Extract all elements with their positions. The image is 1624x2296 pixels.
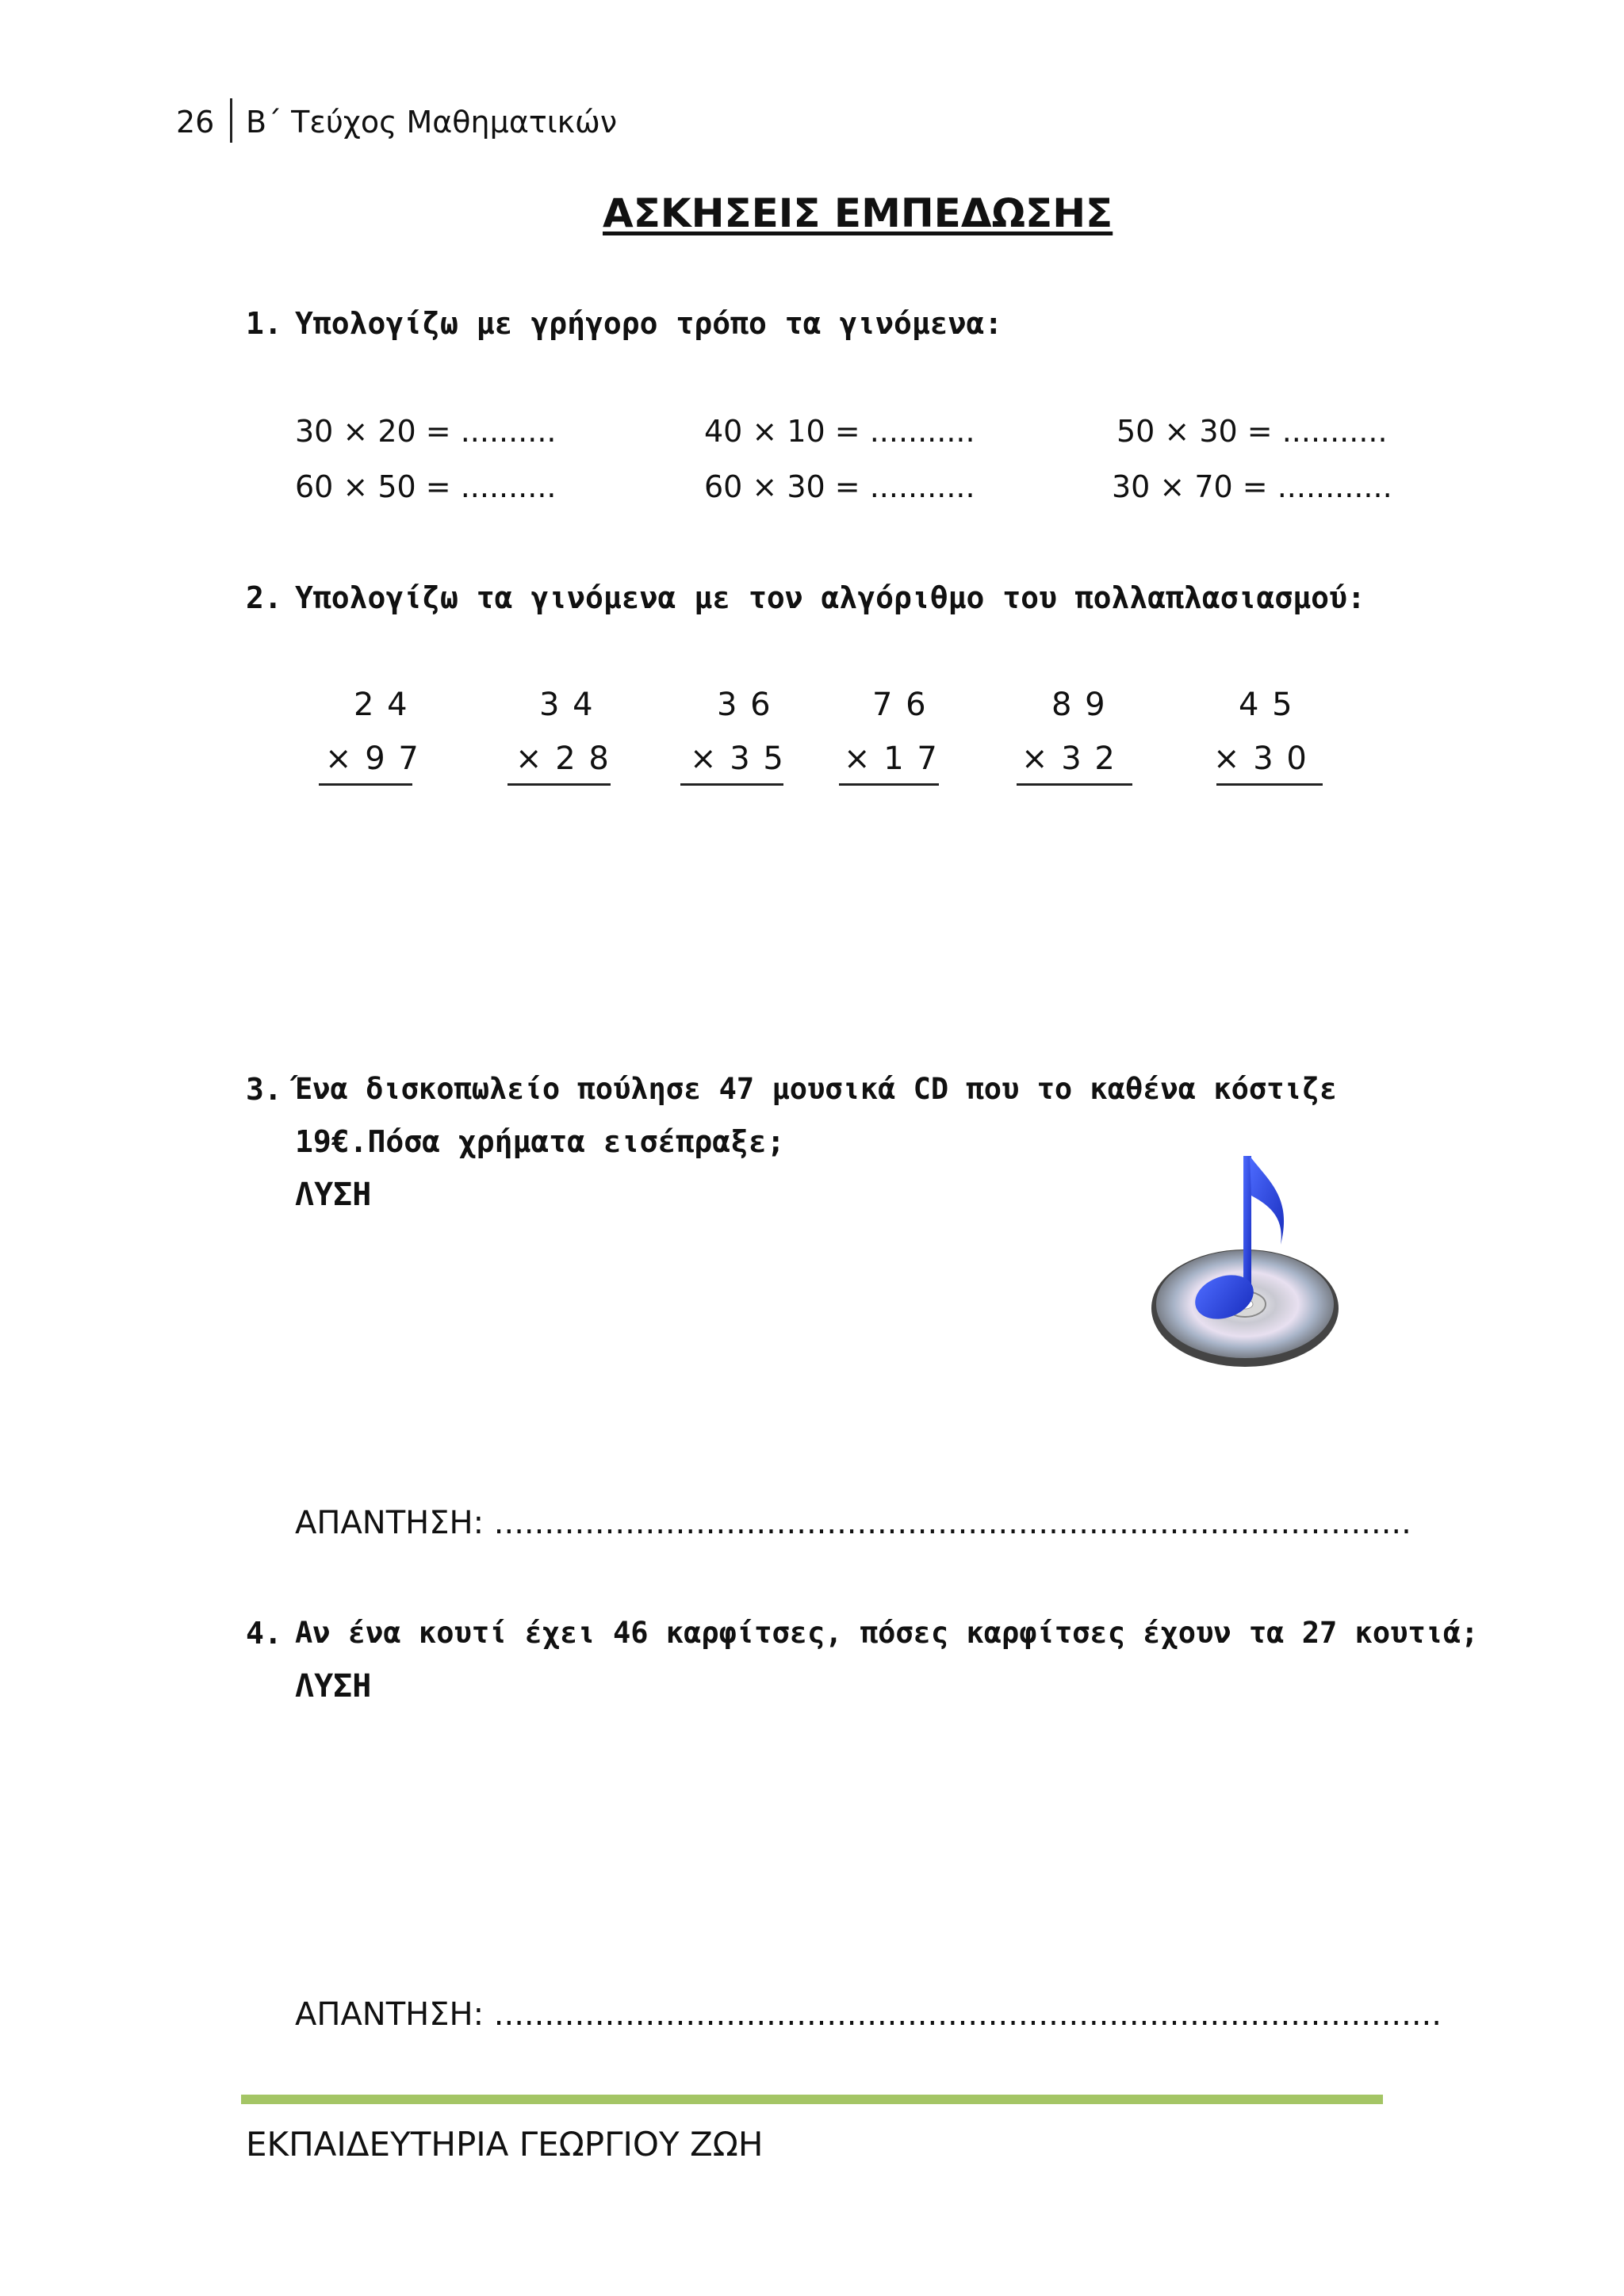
mult-top: 3 6	[717, 687, 772, 723]
mult-bottom: × 3 0	[1213, 740, 1308, 777]
q4-number: 4.	[246, 1616, 282, 1651]
cd-music-note-icon	[1142, 1150, 1348, 1387]
q2-number: 2.	[246, 580, 282, 615]
mult-top: 2 4	[354, 687, 409, 723]
mult-rule	[508, 783, 611, 786]
q1-item: 60 × 50 = ..........	[295, 469, 557, 504]
mult-bottom: × 9 7	[325, 740, 420, 777]
mult-rule	[680, 783, 783, 786]
mult-rule	[319, 783, 412, 786]
q3-line2: 19€.Πόσα χρήματα εισέπραξε;	[295, 1124, 785, 1159]
q4-solution-label: ΛΥΣΗ	[295, 1668, 372, 1705]
mult-top: 3 4	[539, 687, 595, 723]
q3-answer: ΑΠΑΝΤΗΣΗ: ...........................................................................................	[295, 1505, 1411, 1541]
footer-text: ΕΚΠΑΙΔΕΥΤΗΡΙΑ ΓΕΩΡΓΙΟΥ ΖΩΗ	[246, 2125, 764, 2164]
q4-text: Αν ένα κουτί έχει 46 καρφίτσες, πόσες καρφίτσες έχουν τα 27 κουτιά;	[295, 1616, 1479, 1650]
header-divider	[230, 98, 232, 143]
q1-item: 30 × 20 = ..........	[295, 414, 557, 449]
q3-line1: Ένα δισκοπωλείο πούλησε 47 μουσικά CD που το καθένα κόστιζε	[295, 1072, 1338, 1106]
mult-bottom: × 2 8	[515, 740, 611, 777]
mult-rule	[1017, 783, 1132, 786]
mult-bottom: × 3 2	[1021, 740, 1116, 777]
q4-answer: ΑΠΑΝΤΗΣΗ: ..............................................................................................	[295, 1996, 1442, 2033]
footer-rule	[241, 2095, 1383, 2104]
mult-top: 7 6	[872, 687, 928, 723]
header-title: Β΄ Τεύχος Μαθηματικών	[246, 105, 618, 140]
mult-bottom: × 3 5	[690, 740, 785, 777]
q1-text: Υπολογίζω με γρήγορο τρόπο τα γινόμενα:	[295, 306, 1003, 341]
mult-rule	[1216, 783, 1323, 786]
mult-top: 8 9	[1051, 687, 1107, 723]
q1-item: 60 × 30 = ...........	[704, 469, 975, 504]
q1-item: 30 × 70 = ............	[1112, 469, 1392, 504]
q3-number: 3.	[246, 1072, 282, 1107]
page-number: 26	[176, 105, 215, 140]
mult-rule	[839, 783, 939, 786]
q1-item: 50 × 30 = ...........	[1116, 414, 1388, 449]
q1-number: 1.	[246, 306, 282, 341]
page-title: ΑΣΚΗΣΕΙΣ ΕΜΠΕΔΩΣΗΣ	[603, 190, 1113, 236]
mult-bottom: × 1 7	[844, 740, 939, 777]
mult-top: 4 5	[1239, 687, 1294, 723]
q1-item: 40 × 10 = ...........	[704, 414, 975, 449]
q2-text: Υπολογίζω τα γινόμενα με τον αλγόριθμο του πολλαπλασιασμού:	[295, 580, 1365, 615]
q3-solution-label: ΛΥΣΗ	[295, 1177, 372, 1213]
